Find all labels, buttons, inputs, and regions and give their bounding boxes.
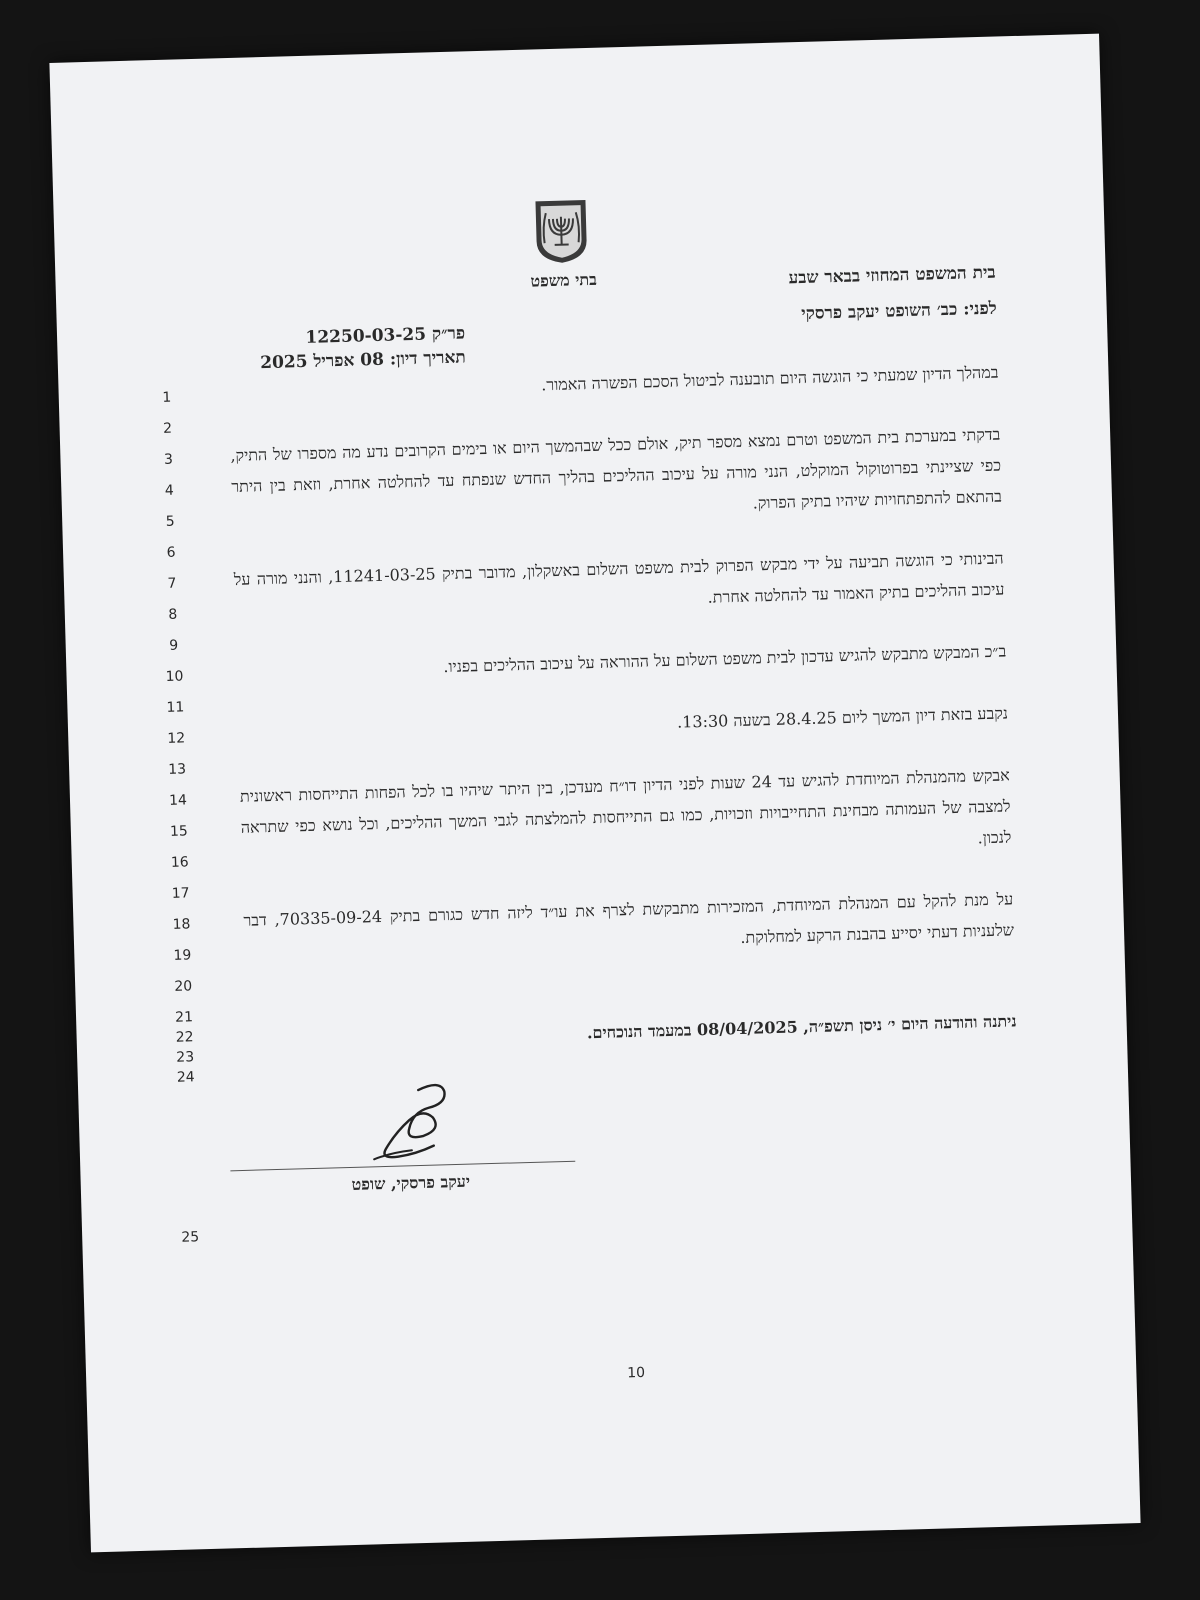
- line-number: 9: [169, 637, 179, 654]
- line-number: 12: [167, 730, 186, 747]
- line-number: 10: [165, 668, 184, 685]
- line-number: 14: [168, 792, 188, 809]
- line-number: 2: [162, 420, 173, 437]
- hearing-date: תאריך דיון: 08 אפריל 2025: [259, 347, 467, 374]
- paragraph: נקבע בזאת דיון המשך ליום 28.4.25 בשעה 13:30.: [676, 703, 1009, 732]
- state-emblem-icon: [531, 196, 591, 266]
- line-number: 4: [164, 482, 175, 499]
- line-number: 21: [174, 1009, 194, 1026]
- given-line: ניתנה והודעה היום י׳ ניסן תשפ״ה, 08/04/2025 במעמד הנוכחים.: [586, 1011, 1017, 1043]
- line-number: 5: [165, 513, 175, 530]
- court-name: בית המשפט המחוזי בבאר שבע: [788, 262, 996, 289]
- line-number: 16: [170, 854, 189, 871]
- line-number: 22: [175, 1029, 194, 1046]
- paragraph: אבקש מהמנהלת המיוחדת להגיש עד 24 שעות לפני הדיון דו״ח מעדכן, בין היתר שיהיו בו לכל הפחות התייחסות ראשונית למצבה של העמותה מבחינת התחייבויות וזכויות, כמו גם התייחסות להמלצתה לגבי המשך ההליכים, וכל נושא כפי שתראה לנכון.: [239, 765, 1012, 848]
- judge-signature: [348, 1076, 480, 1170]
- paragraph: ב״כ המבקש מתבקש להגיש עדכון לבית משפט השלום על ההוראה על עיכוב ההליכים בפניו.: [443, 641, 1007, 677]
- line-number: 23: [176, 1049, 195, 1066]
- page-number: 10: [627, 1364, 646, 1382]
- signature-name: יעקב פרסקי, שופט: [351, 1171, 471, 1194]
- line-number: 8: [168, 606, 178, 623]
- line-numbers: [147, 389, 200, 1246]
- line-number: 24: [176, 1069, 195, 1086]
- line-number: 7: [167, 575, 177, 592]
- line-number: 13: [168, 761, 187, 778]
- case-number: פר״ק 12250-03-25: [305, 323, 466, 348]
- line-number: 6: [166, 544, 176, 561]
- decision-body: [228, 357, 1014, 967]
- case-meta: [225, 321, 466, 376]
- line-number: 18: [172, 916, 191, 933]
- line-number: 20: [174, 978, 193, 995]
- line-number: 17: [171, 885, 190, 902]
- line-number: 11: [166, 699, 185, 716]
- line-number: 19: [173, 947, 192, 964]
- line-number: 3: [163, 451, 174, 468]
- judge-line: לפני: כב׳ השופט יעקב פרסקי: [800, 298, 997, 325]
- line-number: 15: [169, 823, 189, 840]
- paragraph: בדקתי במערכת בית המשפט וטרם נמצא מספר תיק, אולם ככל שבהמשך היום או בימים הקרובים נדע מה מספרו של התיק, כפי שציינתי בפרוטוקול המוקלט, הנני מורה על עיכוב ההליכים בהליך החדש שנפתח עד להחלטה אחרת, וזאת בין היתר בהתאם להתפתחויות שיהיו בתיק הפרוק.: [230, 424, 1003, 513]
- line-number: 25: [181, 1229, 200, 1246]
- line-number: 1: [162, 389, 172, 406]
- paragraph: במהלך הדיון שמעתי כי הוגשה היום תובענה לביטול הסכם הפשרה האמור.: [540, 362, 999, 395]
- court-decision-page: [49, 34, 1140, 1553]
- paragraph: על מנת להקל עם המנהלת המיוחדת, המזכירות מתבקשת לצרף את עו״ד ליזה חדש כגורם בתיק 70335-09-24, דבר שלעניות דעתי יסייע בהבנת הרקע למחלוקת.: [243, 889, 1015, 947]
- emblem-label: בתי משפט: [530, 269, 598, 291]
- paragraph: הבינותי כי הוגשה תביעה על ידי מבקש הפרוק לבית משפט השלום באשקלון, מדובר בתיק 11241-03-25, והנני מורה על עיכוב ההליכים בתיק האמור עד להחלטה אחרת.: [233, 548, 1005, 607]
